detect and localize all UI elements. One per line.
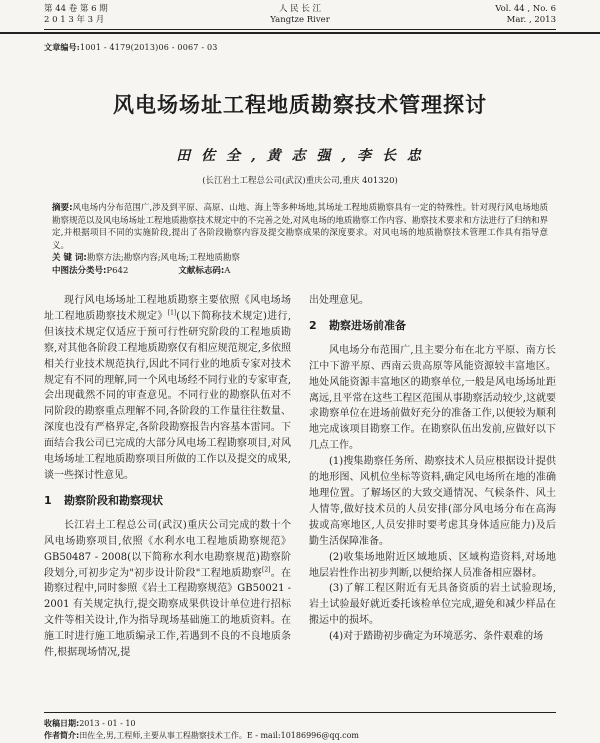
- keywords-label: 关 键 词:: [52, 253, 87, 263]
- keywords-text: 勘察方法;勘察内容;风电场;工程地质勘察: [86, 253, 240, 263]
- abstract-label: 摘要:: [52, 203, 73, 213]
- body-columns: [44, 293, 556, 661]
- received-label: 收稿日期:: [44, 719, 80, 728]
- paragraph: (1)搜集勘察任务所、勘察技术人员应根据设计提供的地形图、风机位坐标等资料,确定风电场所在地的准确地理位置。了解场区的大致交通情况、气候条件、风土人情等,做好技术员的人员安排(部分风电场分布在高海拔或高寒地区,人员安排时要考虑其身体适应能力)及后勤生活保障准备。: [309, 456, 556, 547]
- section-heading-2: [309, 318, 556, 334]
- reference-mark: [2]: [262, 566, 271, 574]
- paragraph: [44, 518, 291, 661]
- classification: [52, 265, 548, 278]
- paragraph-text: (以下简称技术规定)进行,但该技术规定仅适应于预可行性研究阶段的工程地质勘察,对其他各阶段工程地质勘察仅有相应规范规定,多依照相关行业技术规范执行,因此不同行业的地质专家对技术规定有不同的理解,同一个风电场经不同行业的专家审查,会出现截然不同的审查意见。不同行业的勘察队伍对不同阶段的勘察重点理解不同,各阶段的工作量往往数量、深度也没有严格界定,各阶段勘察报告内容基本雷同。下面结合我公司已完成的大部分风电场工程勘察项目,对风电场场址工程地质勘察项目所做的工作以及提交的成果,谈一些探讨性意见。: [44, 310, 292, 481]
- journal-name-en: Yangtze River: [270, 15, 330, 25]
- journal-name-cn: 人 民 长 江: [278, 4, 322, 14]
- clc-label: 中图法分类号:: [52, 265, 107, 276]
- paragraph: [44, 293, 291, 484]
- author-bio-label: 作者简介:: [44, 731, 80, 740]
- header-right: [495, 4, 556, 26]
- keywords: [52, 252, 548, 265]
- affiliation: (长江岩土工程总公司(武汉)重庆公司,重庆 401320): [202, 176, 398, 186]
- clc-value: P642: [106, 265, 129, 276]
- abstract: [52, 202, 548, 252]
- paragraph-text: 。在勘察过程中,同时参照《岩土工程勘察规范》GB50021 - 2001 有关规定执行,提交勘察成果供设计单位进行招标文件等相关设计,作为指导现场基础施工的地质资料。在施工时进行施工地质编录工作,若遇到不良的不良地质条件,根据现场情况,提: [44, 567, 291, 659]
- doc-code-label: 文献标志码:: [178, 265, 225, 276]
- volume-issue: 第 44 卷 第 6 期: [44, 4, 108, 14]
- abstract-text: 风电场内分布范围广,涉及到平原、高原、山地、海上等多种场地,其场址工程地质勘察具有一定的特殊性。针对现行风电场地质勘察规范以及风电场场址工程地质勘察技术规定中的不完善之处,对风电场的地质勘察工作内容、勘察技术要求和方法进行了归纳和界定,并根据项目不同的实施阶段,提出了各阶段勘察内容及提交勘察成果的深度要求。对风电场的地质勘察技术管理工作具有指导意义。: [52, 203, 548, 251]
- paper-title: 风电场场址工程地质勘察技术管理探讨: [113, 93, 487, 117]
- section-title: 勘察进场前准备: [329, 318, 406, 332]
- author-bio-value: 田佐全,男,工程师,主要从事工程勘察技术工作。E - mail:10186996@qq.com: [79, 731, 360, 740]
- article-number-value: 1001 - 4179(2013)06 - 0067 - 03: [79, 43, 218, 52]
- section-title: 勘察阶段和勘察现状: [64, 493, 163, 507]
- article-number: [44, 42, 556, 53]
- paragraph-text: 现行风电场场址工程地质勘察主要依照《风电场场址工程地质勘察技术规定》: [44, 295, 291, 322]
- left-column: [44, 293, 291, 661]
- section-number: 1: [44, 493, 52, 507]
- paragraph: (2)收集场地附近区域地质、区域构造资料,对场地地层岩性作出初步判断,以便给探人员准备相应器材。: [309, 551, 556, 579]
- running-header: [0, 0, 600, 34]
- doc-code-value: A: [224, 265, 231, 276]
- footnote: [44, 712, 556, 742]
- author-bio: [44, 730, 556, 742]
- article-number-label: 文章编号:: [44, 42, 80, 52]
- paragraph: (4)对于踏勘初步确定为环境恶劣、条件艰难的场: [329, 631, 544, 643]
- issue-date: 2 0 1 3 年 3 月: [44, 15, 105, 25]
- paragraph-text: 长江岩土工程总公司(武汉)重庆公司完成的数十个风电场勘察项目,依照《水利水电工程地质勘察规范》GB50487 - 2008(以下简称水利水电勘察规范)勘察阶段划分,可初步定为"初步设计阶段"工程地质勘察: [44, 519, 291, 579]
- section-number: 2: [309, 318, 317, 332]
- paragraph: 出处理意见。: [309, 295, 369, 306]
- reference-mark: [1]: [167, 309, 177, 317]
- received-date: [44, 718, 556, 730]
- paragraph: (3)了解工程区附近有无具备资质的岩土试验现场,岩土试验最好就近委托该检单位完成,避免和减少样品在搬运中的损坏。: [309, 583, 556, 627]
- month-year: Mar. , 2013: [506, 15, 556, 25]
- author-list: 田 佐 全 , 黄 志 强 , 李 长 忠: [176, 148, 424, 164]
- volume-no: Vol. 44 , No. 6: [495, 4, 556, 14]
- section-heading-1: [44, 493, 291, 509]
- received-value: 2013 - 01 - 10: [79, 719, 136, 728]
- right-column: [309, 293, 556, 661]
- paragraph: 风电场分布范围广,且主要分布在北方平原、南方长江中下游平原、西南云贵高原等风能资源较丰富地区。地处风能资源丰富地区的勘察单位,一般是风电场场址距离远,且平常在这些工程区范围从事勘察活动较少,这就要求勘察单位在进场前做好充分的准备工作,以便较为顺利地完成该项目勘察工作。在勘察队伍出发前,应做好以下几点工作。: [309, 344, 556, 452]
- header-rule: [44, 29, 556, 30]
